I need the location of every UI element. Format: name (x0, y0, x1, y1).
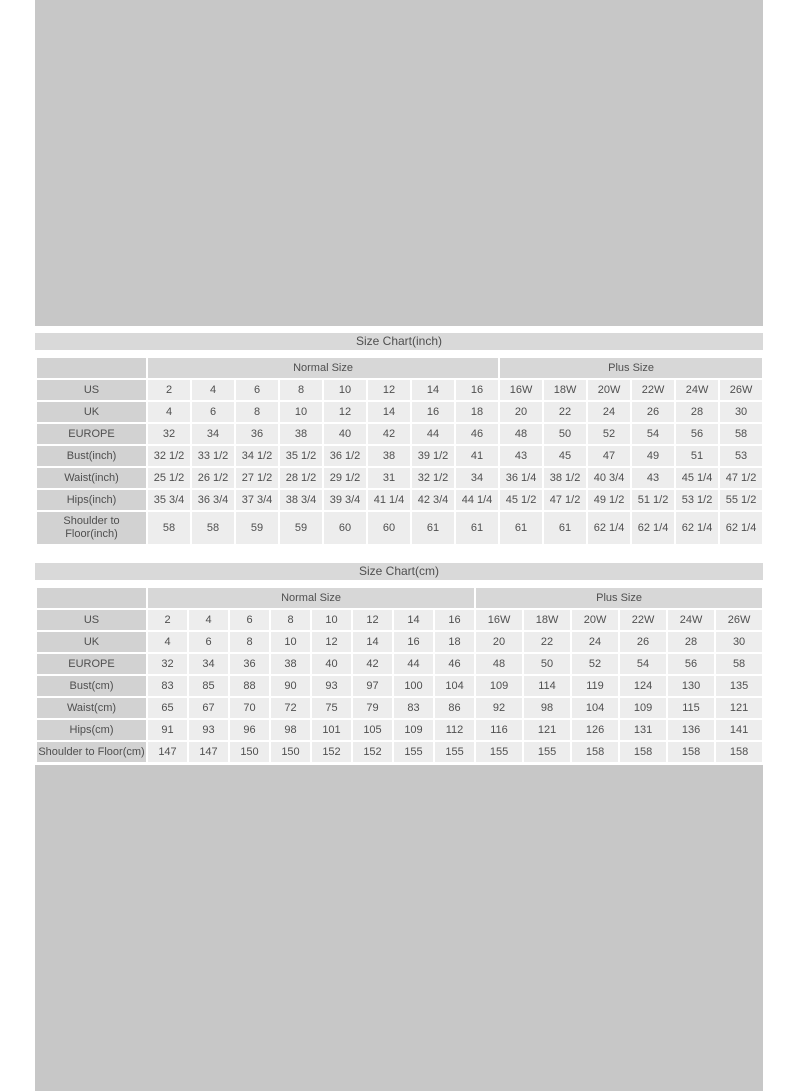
table-cell: 10 (312, 610, 351, 630)
table-cell: 38 (280, 424, 322, 444)
table-cell: 41 (456, 446, 498, 466)
table-cell: 86 (435, 698, 474, 718)
table-cell: 18W (544, 380, 586, 400)
row-label: Hips(cm) (37, 720, 146, 740)
table-cell: 59 (280, 512, 322, 544)
table-cell: 93 (312, 676, 351, 696)
size-chart-cm-title: Size Chart(cm) (35, 563, 763, 580)
table-cell: 147 (189, 742, 228, 762)
table-row (37, 720, 762, 740)
table-cell: 53 (720, 446, 762, 466)
table-cell: 12 (353, 610, 392, 630)
table-cell: 28 (668, 632, 714, 652)
table-cell: 131 (620, 720, 666, 740)
table-cell: 121 (524, 720, 570, 740)
table-cell: 4 (192, 380, 234, 400)
table-cell: 116 (476, 720, 522, 740)
table-cell: 85 (189, 676, 228, 696)
table-cell: 43 (632, 468, 674, 488)
table-cell: 150 (230, 742, 269, 762)
table-cell: 147 (148, 742, 187, 762)
table-cell: 31 (368, 468, 410, 488)
table-cell: 49 1/2 (588, 490, 630, 510)
table-cell: 6 (230, 610, 269, 630)
table-cell: 59 (236, 512, 278, 544)
table-cell: 32 (148, 424, 190, 444)
table-cell: 60 (324, 512, 366, 544)
table-cell: 42 3/4 (412, 490, 454, 510)
table-cell: 14 (353, 632, 392, 652)
table-cell: 22W (620, 610, 666, 630)
table-row (37, 490, 762, 510)
table-cell: 135 (716, 676, 762, 696)
table-cell: 4 (189, 610, 228, 630)
table-cell: 67 (189, 698, 228, 718)
table-cell: 28 (676, 402, 718, 422)
row-label: Waist(inch) (37, 468, 146, 488)
table-cell: 105 (353, 720, 392, 740)
table-cell: 158 (668, 742, 714, 762)
group-header: Normal Size (148, 588, 474, 608)
table-cell: 40 (324, 424, 366, 444)
table-cell: 83 (394, 698, 433, 718)
size-chart-cm-table (35, 586, 764, 764)
table-cell: 8 (230, 632, 269, 652)
table-cell: 22W (632, 380, 674, 400)
table-cell: 104 (572, 698, 618, 718)
table-cell: 4 (148, 402, 190, 422)
table-row (37, 610, 762, 630)
size-chart-inch-table (35, 356, 764, 546)
corner-spacer (37, 358, 146, 378)
table-cell: 34 (189, 654, 228, 674)
table-cell: 58 (716, 654, 762, 674)
table-cell: 43 (500, 446, 542, 466)
table-cell: 88 (230, 676, 269, 696)
table-cell: 28 1/2 (280, 468, 322, 488)
table-cell: 32 1/2 (148, 446, 190, 466)
table-cell: 36 1/2 (324, 446, 366, 466)
table-cell: 62 1/4 (588, 512, 630, 544)
table-row (37, 446, 762, 466)
table-cell: 152 (353, 742, 392, 762)
table-cell: 56 (676, 424, 718, 444)
table-row (37, 742, 762, 762)
group-header: Normal Size (148, 358, 498, 378)
table-cell: 83 (148, 676, 187, 696)
table-cell: 124 (620, 676, 666, 696)
table-cell: 155 (435, 742, 474, 762)
group-header-row (37, 588, 762, 608)
product-image-backdrop-bottom (35, 765, 763, 1091)
table-cell: 24 (572, 632, 618, 652)
table-cell: 42 (368, 424, 410, 444)
table-cell: 20W (588, 380, 630, 400)
table-cell: 101 (312, 720, 351, 740)
table-cell: 50 (544, 424, 586, 444)
table-cell: 152 (312, 742, 351, 762)
table-cell: 30 (720, 402, 762, 422)
table-cell: 38 (271, 654, 310, 674)
table-cell: 47 1/2 (720, 468, 762, 488)
table-cell: 32 (148, 654, 187, 674)
table-cell: 155 (476, 742, 522, 762)
table-cell: 52 (588, 424, 630, 444)
table-cell: 98 (524, 698, 570, 718)
table-cell: 24W (676, 380, 718, 400)
table-row (37, 698, 762, 718)
table-cell: 26W (720, 380, 762, 400)
table-row (37, 676, 762, 696)
table-cell: 2 (148, 380, 190, 400)
table-cell: 29 1/2 (324, 468, 366, 488)
table-cell: 60 (368, 512, 410, 544)
table-row (37, 632, 762, 652)
table-cell: 141 (716, 720, 762, 740)
table-cell: 34 1/2 (236, 446, 278, 466)
table-cell: 48 (500, 424, 542, 444)
size-chart-inch-title: Size Chart(inch) (35, 333, 763, 350)
table-cell: 26 1/2 (192, 468, 234, 488)
table-cell: 119 (572, 676, 618, 696)
group-header: Plus Size (500, 358, 762, 378)
table-cell: 14 (368, 402, 410, 422)
row-label: UK (37, 632, 146, 652)
table-cell: 16 (394, 632, 433, 652)
table-cell: 112 (435, 720, 474, 740)
table-cell: 24 (588, 402, 630, 422)
corner-spacer (37, 588, 146, 608)
row-label: Bust(cm) (37, 676, 146, 696)
table-cell: 35 1/2 (280, 446, 322, 466)
table-cell: 52 (572, 654, 618, 674)
table-cell: 36 3/4 (192, 490, 234, 510)
table-cell: 45 1/2 (500, 490, 542, 510)
table-cell: 56 (668, 654, 714, 674)
table-cell: 62 1/4 (632, 512, 674, 544)
table-cell: 54 (620, 654, 666, 674)
table-cell: 16 (456, 380, 498, 400)
table-cell: 12 (368, 380, 410, 400)
row-label: EUROPE (37, 654, 146, 674)
table-cell: 4 (148, 632, 187, 652)
table-cell: 109 (476, 676, 522, 696)
product-image-backdrop-top (35, 0, 763, 326)
table-cell: 26 (632, 402, 674, 422)
table-cell: 30 (716, 632, 762, 652)
table-cell: 38 3/4 (280, 490, 322, 510)
table-cell: 62 1/4 (676, 512, 718, 544)
table-cell: 40 3/4 (588, 468, 630, 488)
row-label: US (37, 610, 146, 630)
table-cell: 44 (394, 654, 433, 674)
table-cell: 22 (544, 402, 586, 422)
table-cell: 25 1/2 (148, 468, 190, 488)
table-cell: 32 1/2 (412, 468, 454, 488)
table-cell: 42 (353, 654, 392, 674)
row-label: UK (37, 402, 146, 422)
table-cell: 36 (236, 424, 278, 444)
table-cell: 61 (412, 512, 454, 544)
row-label: Hips(inch) (37, 490, 146, 510)
group-header-row (37, 358, 762, 378)
table-cell: 16W (476, 610, 522, 630)
table-cell: 51 1/2 (632, 490, 674, 510)
row-label: US (37, 380, 146, 400)
table-row (37, 424, 762, 444)
table-cell: 53 1/2 (676, 490, 718, 510)
table-cell: 10 (271, 632, 310, 652)
table-cell: 58 (148, 512, 190, 544)
table-cell: 45 (544, 446, 586, 466)
table-cell: 62 1/4 (720, 512, 762, 544)
table-cell: 79 (353, 698, 392, 718)
table-cell: 54 (632, 424, 674, 444)
table-cell: 158 (716, 742, 762, 762)
table-cell: 97 (353, 676, 392, 696)
table-cell: 49 (632, 446, 674, 466)
table-cell: 27 1/2 (236, 468, 278, 488)
table-cell: 100 (394, 676, 433, 696)
table-cell: 158 (620, 742, 666, 762)
table-cell: 39 3/4 (324, 490, 366, 510)
table-cell: 96 (230, 720, 269, 740)
table-cell: 46 (456, 424, 498, 444)
table-cell: 8 (236, 402, 278, 422)
table-cell: 109 (620, 698, 666, 718)
table-cell: 14 (412, 380, 454, 400)
table-cell: 136 (668, 720, 714, 740)
table-cell: 16 (412, 402, 454, 422)
table-cell: 22 (524, 632, 570, 652)
table-cell: 90 (271, 676, 310, 696)
size-charts-section (35, 326, 763, 764)
table-cell: 92 (476, 698, 522, 718)
table-cell: 36 (230, 654, 269, 674)
row-label: Shoulder to Floor(inch) (37, 512, 146, 544)
row-label: Bust(inch) (37, 446, 146, 466)
table-cell: 33 1/2 (192, 446, 234, 466)
table-cell: 45 1/4 (676, 468, 718, 488)
table-cell: 20 (500, 402, 542, 422)
table-cell: 51 (676, 446, 718, 466)
table-row (37, 512, 762, 544)
table-cell: 16W (500, 380, 542, 400)
table-cell: 115 (668, 698, 714, 718)
row-label: Waist(cm) (37, 698, 146, 718)
table-row (37, 654, 762, 674)
table-cell: 65 (148, 698, 187, 718)
table-cell: 75 (312, 698, 351, 718)
table-cell: 61 (456, 512, 498, 544)
table-cell: 55 1/2 (720, 490, 762, 510)
table-cell: 114 (524, 676, 570, 696)
table-cell: 10 (324, 380, 366, 400)
table-cell: 47 (588, 446, 630, 466)
table-cell: 98 (271, 720, 310, 740)
table-cell: 16 (435, 610, 474, 630)
row-label: Shoulder to Floor(cm) (37, 742, 146, 762)
table-cell: 93 (189, 720, 228, 740)
table-cell: 38 (368, 446, 410, 466)
table-cell: 150 (271, 742, 310, 762)
table-cell: 44 1/4 (456, 490, 498, 510)
table-cell: 109 (394, 720, 433, 740)
table-cell: 6 (189, 632, 228, 652)
row-label: EUROPE (37, 424, 146, 444)
table-cell: 2 (148, 610, 187, 630)
table-cell: 48 (476, 654, 522, 674)
table-cell: 72 (271, 698, 310, 718)
table-cell: 12 (324, 402, 366, 422)
table-cell: 61 (544, 512, 586, 544)
table-cell: 91 (148, 720, 187, 740)
table-cell: 34 (192, 424, 234, 444)
table-cell: 46 (435, 654, 474, 674)
table-row (37, 402, 762, 422)
table-cell: 18 (435, 632, 474, 652)
table-cell: 18 (456, 402, 498, 422)
table-cell: 34 (456, 468, 498, 488)
table-cell: 26W (716, 610, 762, 630)
table-cell: 20 (476, 632, 522, 652)
table-cell: 155 (394, 742, 433, 762)
table-cell: 44 (412, 424, 454, 444)
table-cell: 20W (572, 610, 618, 630)
table-cell: 18W (524, 610, 570, 630)
table-cell: 24W (668, 610, 714, 630)
group-header: Plus Size (476, 588, 762, 608)
table-cell: 121 (716, 698, 762, 718)
table-cell: 40 (312, 654, 351, 674)
table-cell: 130 (668, 676, 714, 696)
table-cell: 12 (312, 632, 351, 652)
table-cell: 10 (280, 402, 322, 422)
table-cell: 6 (236, 380, 278, 400)
table-cell: 39 1/2 (412, 446, 454, 466)
table-cell: 47 1/2 (544, 490, 586, 510)
table-cell: 8 (271, 610, 310, 630)
table-cell: 50 (524, 654, 570, 674)
table-cell: 6 (192, 402, 234, 422)
table-cell: 126 (572, 720, 618, 740)
table-cell: 70 (230, 698, 269, 718)
table-cell: 155 (524, 742, 570, 762)
size-chart-cm (35, 563, 763, 764)
table-cell: 8 (280, 380, 322, 400)
table-row (37, 468, 762, 488)
table-row (37, 380, 762, 400)
table-cell: 41 1/4 (368, 490, 410, 510)
table-cell: 104 (435, 676, 474, 696)
table-cell: 37 3/4 (236, 490, 278, 510)
table-cell: 38 1/2 (544, 468, 586, 488)
table-cell: 58 (192, 512, 234, 544)
table-cell: 14 (394, 610, 433, 630)
table-cell: 158 (572, 742, 618, 762)
table-cell: 36 1/4 (500, 468, 542, 488)
table-cell: 58 (720, 424, 762, 444)
size-chart-inch (35, 333, 763, 546)
table-cell: 26 (620, 632, 666, 652)
table-cell: 35 3/4 (148, 490, 190, 510)
table-cell: 61 (500, 512, 542, 544)
